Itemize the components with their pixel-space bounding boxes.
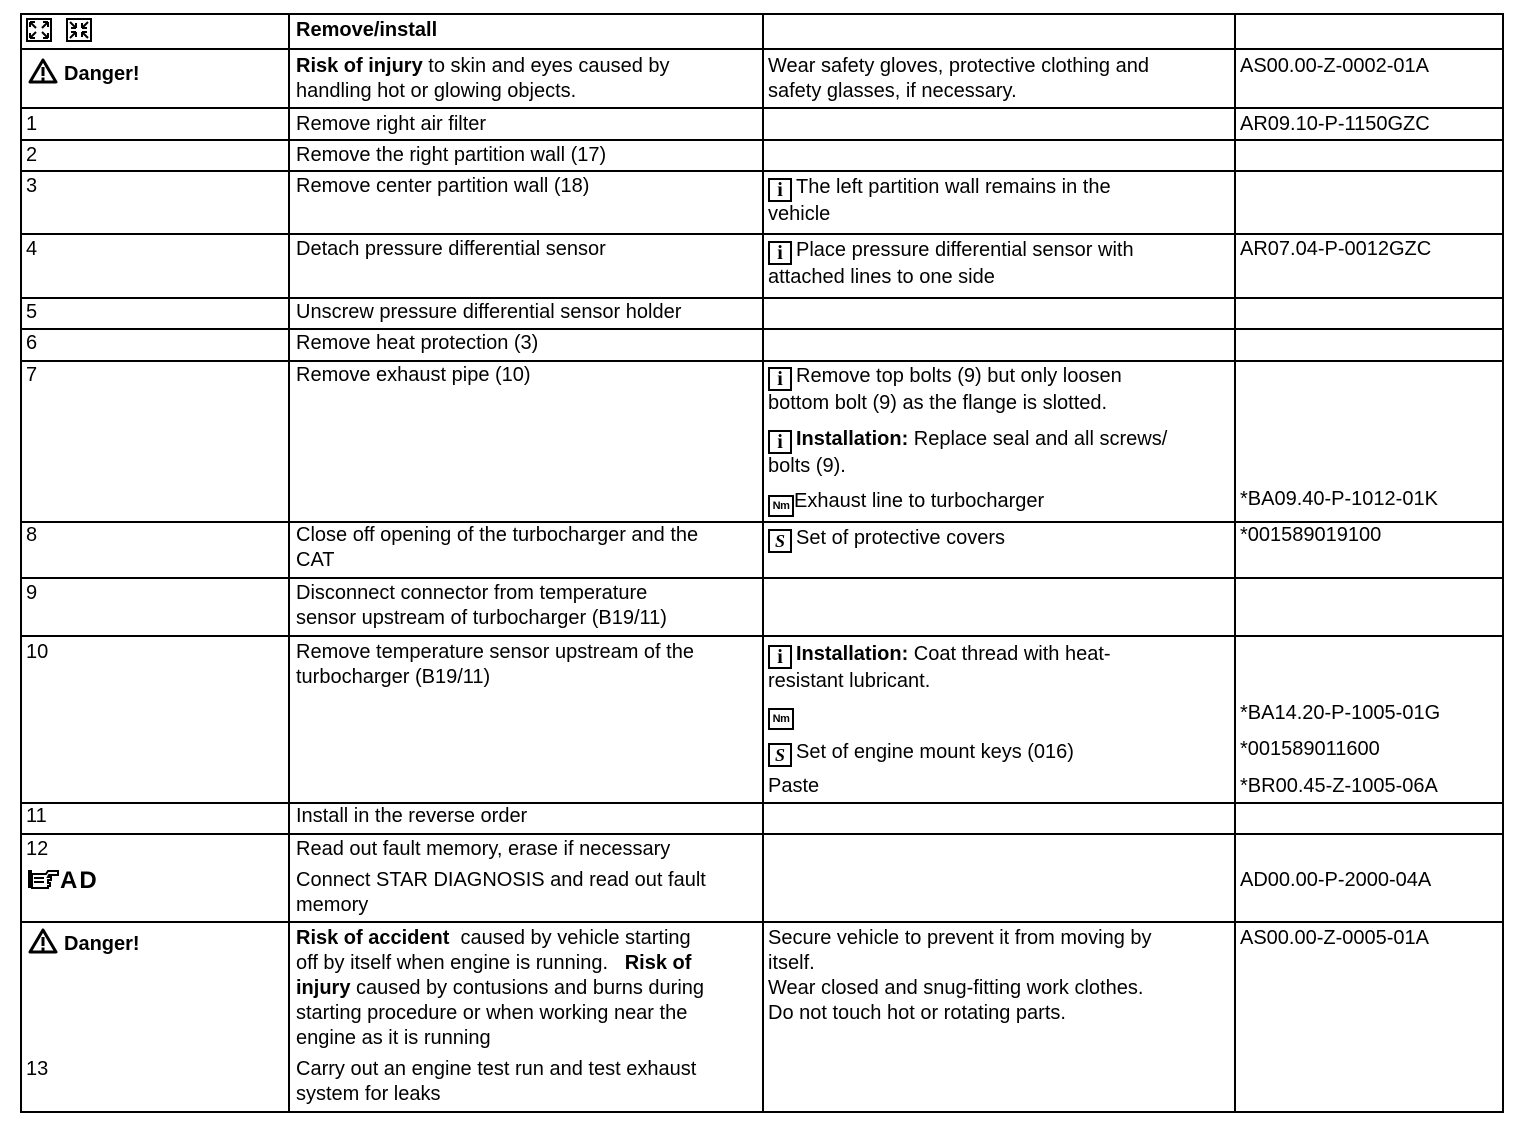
step-number: 8 <box>26 524 38 546</box>
special-tool-icon: S <box>768 743 792 767</box>
step-note: i Remove top bolts (9) but only loosen bottom bolt (9) as the flange is slotted. <box>768 365 1122 414</box>
paste-note: Paste <box>768 775 820 797</box>
risk-line: handling hot or glowing objects. <box>296 80 577 102</box>
torque-nm-icon: Nm <box>768 495 794 517</box>
step-number: 13 <box>26 1058 49 1080</box>
step-text: Remove right air filter <box>296 113 487 135</box>
warning-triangle-icon <box>28 928 58 954</box>
step-text: Remove center partition wall (18) <box>296 175 590 197</box>
expand-icon <box>26 18 52 42</box>
danger-measure: Secure vehicle to prevent it from moving by itself. Wear closed and snug-fitting work clothes. Do not touch hot or rotating parts. <box>768 927 1152 1024</box>
step-text: Carry out an engine test run and test exhaust system for leaks <box>296 1058 697 1105</box>
step-number: 3 <box>26 175 38 197</box>
row-divider <box>22 802 1502 804</box>
step-text: Read out fault memory, erase if necessary <box>296 838 671 860</box>
info-icon: i <box>768 645 792 669</box>
step-ref-link[interactable]: *BA09.40-P-1012-01K <box>1240 488 1438 510</box>
measure-line: Wear safety gloves, protective clothing and <box>768 55 1149 77</box>
danger-risk-text <box>296 54 670 104</box>
measure-line: safety glasses, if necessary. <box>768 80 1017 102</box>
step-text: Remove exhaust pipe (10) <box>296 364 531 386</box>
danger-text: Danger! <box>64 63 140 85</box>
special-tool-icon: S <box>768 529 792 553</box>
warning-triangle-icon <box>28 58 58 84</box>
step-text: Close off opening of the turbocharger and the CAT <box>296 524 699 571</box>
page-title: Remove/install <box>296 19 438 41</box>
column-divider <box>1234 15 1236 1111</box>
step-number: 12 <box>26 838 49 860</box>
step-text: Disconnect connector from temperature sensor upstream of turbocharger (B19/11) <box>296 582 667 629</box>
step-note: i The left partition wall remains in the vehicle <box>768 176 1111 225</box>
danger-ref: AS00.00-Z-0005-01A <box>1240 927 1430 949</box>
diagnosis-badge <box>26 866 99 895</box>
row-divider <box>22 107 1502 109</box>
step-text: Connect STAR DIAGNOSIS and read out fault memory <box>296 869 706 916</box>
step-number: 6 <box>26 332 38 354</box>
step-number: 5 <box>26 301 38 323</box>
info-icon: i <box>768 430 792 454</box>
step-ref-link[interactable]: *001589011600 <box>1240 738 1380 760</box>
info-icon: i <box>768 241 792 265</box>
row-divider <box>22 233 1502 235</box>
torque-nm-icon: Nm <box>768 708 794 730</box>
step-number: 11 <box>26 805 47 827</box>
step-number: 7 <box>26 364 38 386</box>
row-divider <box>22 921 1502 923</box>
collapse-icon <box>66 18 92 42</box>
pointing-hand-icon <box>26 866 60 892</box>
danger-risk-text: Risk of accident caused by vehicle starting off by itself when engine is running. Risk of injury caused by contusions and burns during starting procedure or when working near the engine as it is running <box>296 927 705 1049</box>
ad-label: AD <box>60 867 99 894</box>
danger-ref: AS00.00-Z-0002-01A <box>1240 55 1430 77</box>
row-divider <box>22 139 1502 141</box>
step-note-installation: i Installation: Coat thread with heat- resistant lubricant. <box>768 643 1111 692</box>
tool-note: S Set of protective covers <box>768 526 1005 553</box>
step-text: Remove the right partition wall (17) <box>296 144 607 166</box>
row-divider <box>22 577 1502 579</box>
row-divider <box>22 297 1502 299</box>
row-divider <box>22 635 1502 637</box>
row-divider <box>22 48 1502 50</box>
step-ref-link[interactable]: *001589019100 <box>1240 524 1382 546</box>
view-icons <box>26 17 100 42</box>
step-note-installation: i Installation: Replace seal and all screws/ bolts (9). <box>768 428 1168 477</box>
step-ref-link[interactable]: *BA14.20-P-1005-01G <box>1240 702 1441 724</box>
step-ref-link[interactable]: *BR00.45-Z-1005-06A <box>1240 775 1438 797</box>
danger-label <box>28 928 140 957</box>
step-number: 2 <box>26 144 38 166</box>
tool-note: S Set of engine mount keys (016) <box>768 740 1074 767</box>
row-divider <box>22 360 1502 362</box>
step-ref-link[interactable]: AR09.10-P-1150GZC <box>1240 113 1430 135</box>
row-divider <box>22 833 1502 835</box>
step-text: Install in the reverse order <box>296 805 528 827</box>
step-ref-link[interactable]: AD00.00-P-2000-04A <box>1240 869 1432 891</box>
row-divider <box>22 328 1502 330</box>
step-ref-link[interactable]: AR07.04-P-0012GZC <box>1240 238 1432 260</box>
danger-measure <box>768 54 1149 104</box>
info-icon: i <box>768 178 792 202</box>
torque-note <box>768 702 794 730</box>
danger-label <box>28 58 140 87</box>
risk-line: to skin and eyes caused by <box>422 55 670 77</box>
risk-bold: Risk of injury <box>296 55 423 77</box>
column-divider <box>762 15 764 1111</box>
step-number: 1 <box>26 113 38 135</box>
info-icon: i <box>768 367 792 391</box>
step-text: Remove heat protection (3) <box>296 332 539 354</box>
torque-note: Nm Exhaust line to turbocharger <box>768 489 1044 517</box>
step-number: 4 <box>26 238 38 260</box>
step-text: Remove temperature sensor upstream of the turbocharger (B19/11) <box>296 641 694 688</box>
step-text: Unscrew pressure differential sensor holder <box>296 301 682 323</box>
column-divider <box>288 15 290 1111</box>
step-text: Detach pressure differential sensor <box>296 238 606 260</box>
danger-text: Danger! <box>64 933 140 955</box>
row-divider <box>22 170 1502 172</box>
step-note: i Place pressure differential sensor with attached lines to one side <box>768 239 1134 288</box>
step-number: 10 <box>26 641 49 663</box>
step-number: 9 <box>26 582 38 604</box>
